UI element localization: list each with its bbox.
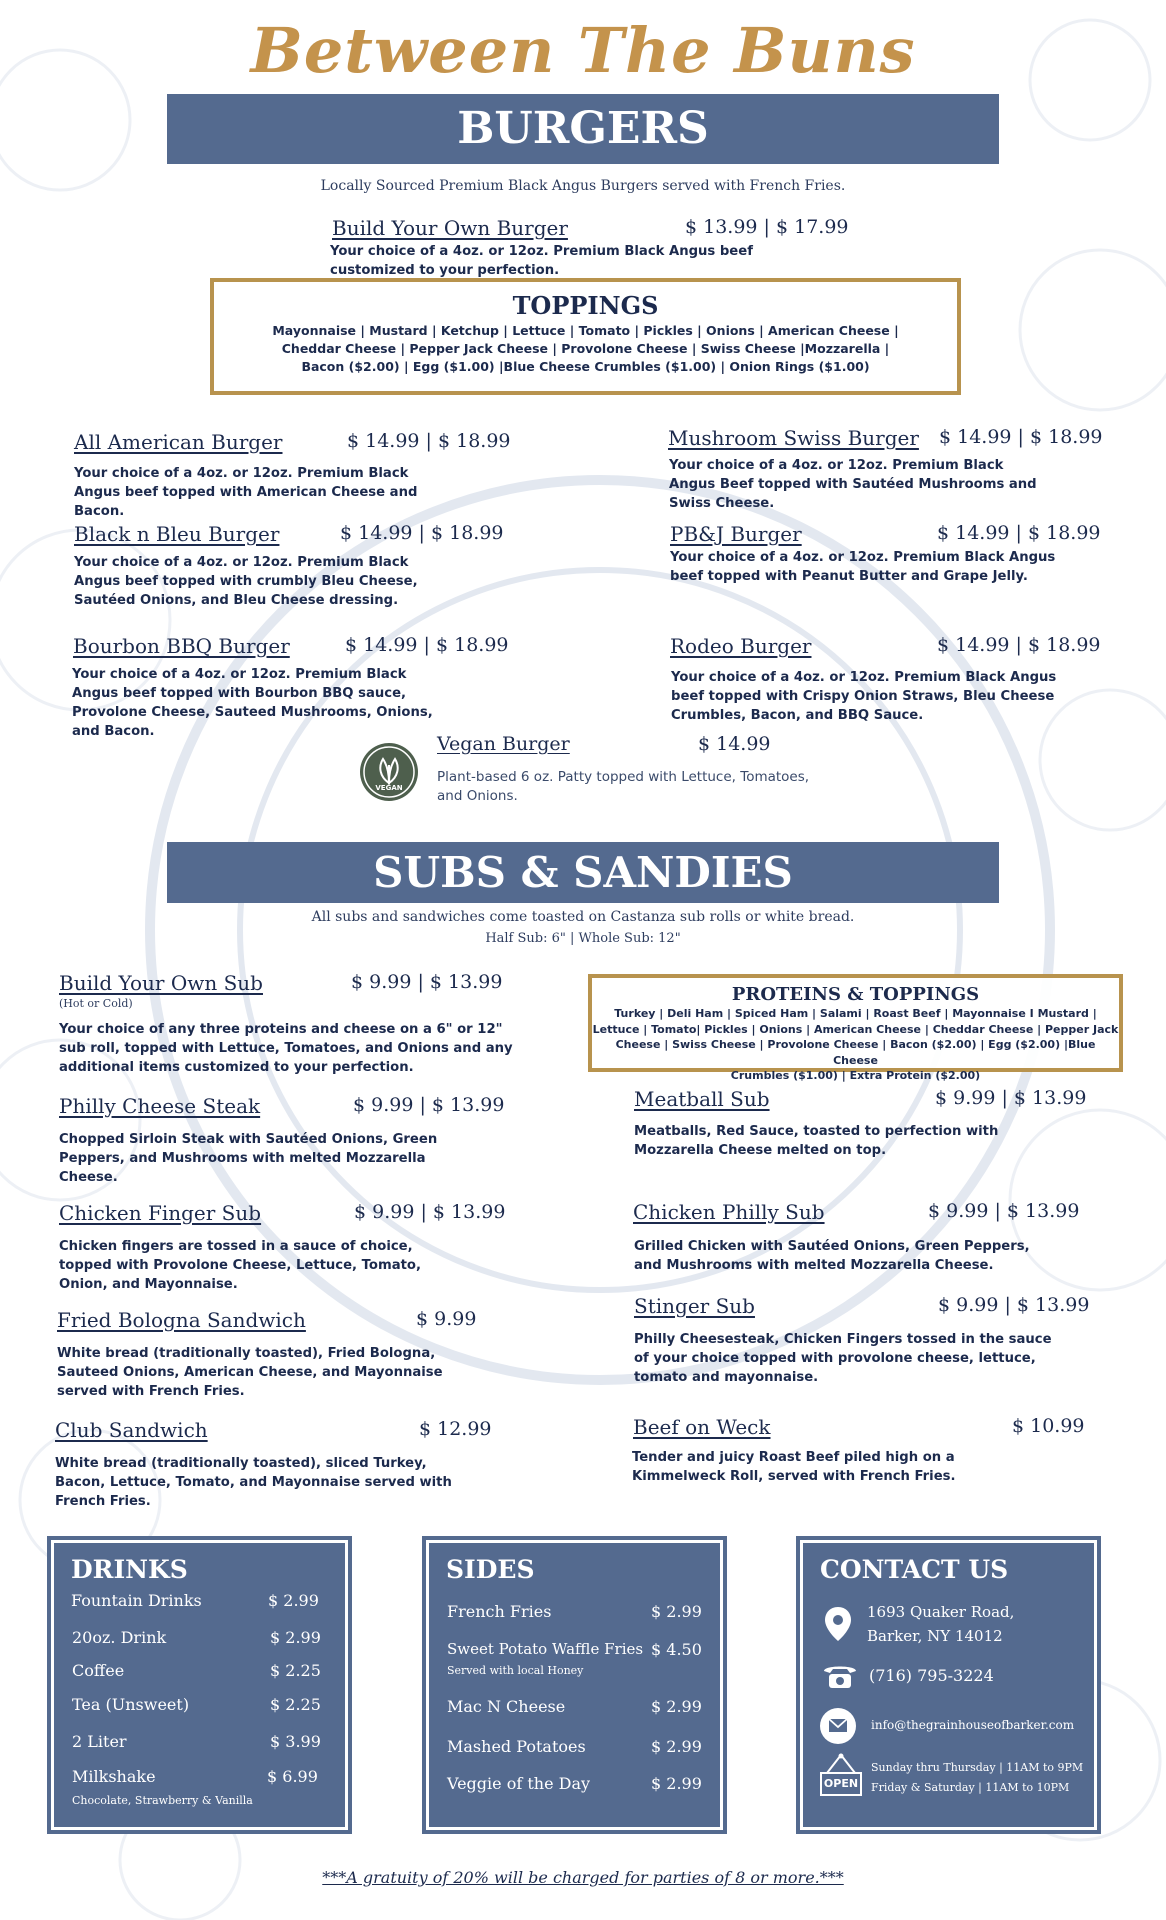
gratuity-note: ***A gratuity of 20% will be charged for parties of 8 or more.*** bbox=[322, 1868, 844, 1887]
toppings-line: Bacon ($2.00) | Egg ($1.00) |Blue Cheese Crumbles ($1.00) | Onion Rings ($1.00) bbox=[301, 359, 870, 374]
item-name-beef-weck: Beef on Weck bbox=[633, 1415, 771, 1439]
item-price-club: $ 12.99 bbox=[419, 1418, 492, 1440]
item-name-pbj: PB&J Burger bbox=[670, 522, 802, 546]
item-name-black-bleu: Black n Bleu Burger bbox=[74, 522, 280, 546]
item-desc-build-sub: Your choice of any three proteins and cheese on a 6" or 12" sub roll, topped with Lettuce, Tomatoes, and Onions and any additional items customized to your perfection. bbox=[59, 1022, 513, 1075]
item-price-stinger: $ 9.99 | $ 13.99 bbox=[938, 1294, 1090, 1316]
contact-phone: (716) 795-3224 bbox=[869, 1666, 994, 1685]
drink-name: 20oz. Drink bbox=[72, 1628, 167, 1647]
item-name-stinger: Stinger Sub bbox=[634, 1294, 755, 1318]
drinks-panel bbox=[51, 1540, 348, 1830]
item-desc-bologna: White bread (traditionally toasted), Fried Bologna, Sauteed Onions, American Cheese, and Mayonnaise served with French Fries. bbox=[57, 1346, 443, 1399]
contact-email: info@thegrainhouseofbarker.com bbox=[871, 1718, 1075, 1732]
vegan-badge bbox=[356, 739, 422, 805]
item-price-beef-weck: $ 10.99 bbox=[1012, 1415, 1085, 1437]
email-icon bbox=[820, 1708, 856, 1744]
item-desc-vegan: Plant-based 6 oz. Patty topped with Lettuce, Tomatoes, and Onions. bbox=[437, 769, 810, 804]
drink-price: $ 6.99 bbox=[267, 1767, 318, 1786]
drink-name: Milkshake bbox=[72, 1767, 156, 1786]
drink-price: $ 3.99 bbox=[270, 1732, 321, 1751]
item-name-all-american: All American Burger bbox=[74, 430, 283, 454]
drink-price: $ 2.25 bbox=[270, 1695, 321, 1714]
drink-name: 2 Liter bbox=[72, 1732, 127, 1751]
open-sign-label: OPEN bbox=[823, 1777, 859, 1790]
item-name-build-burger: Build Your Own Burger bbox=[332, 216, 568, 240]
item-name-bourbon-bbq: Bourbon BBQ Burger bbox=[73, 634, 290, 658]
contact-hours-weekend: Friday & Saturday | 11AM to 10PM bbox=[871, 1781, 1070, 1794]
drinks-title: DRINKS bbox=[71, 1555, 188, 1584]
burgers-title: BURGERS bbox=[457, 103, 709, 154]
toppings-line: Mayonnaise | Mustard | Ketchup | Lettuce | Tomato | Pickles | Onions | American Cheese | bbox=[272, 323, 899, 338]
item-price-bourbon-bbq: $ 14.99 | $ 18.99 bbox=[345, 634, 509, 656]
item-price-mushroom-swiss: $ 14.99 | $ 18.99 bbox=[939, 426, 1103, 448]
item-name-bologna: Fried Bologna Sandwich bbox=[57, 1308, 306, 1332]
burgers-intro: Locally Sourced Premium Black Angus Burgers served with French Fries. bbox=[320, 178, 846, 194]
drink-name: Fountain Drinks bbox=[71, 1591, 202, 1610]
proteins-title: PROTEINS & TOPPINGS bbox=[731, 984, 980, 1005]
brand-title: Between The Buns bbox=[250, 14, 916, 87]
item-price-black-bleu: $ 14.99 | $ 18.99 bbox=[340, 522, 504, 544]
item-price-build-burger: $ 13.99 | $ 17.99 bbox=[685, 216, 849, 238]
contact-address-line2: Barker, NY 14012 bbox=[867, 1627, 1003, 1645]
item-name-build-sub: Build Your Own Sub bbox=[59, 971, 263, 995]
item-desc-beef-weck: Tender and juicy Roast Beef piled high on a Kimmelweck Roll, served with French Fries. bbox=[632, 1450, 956, 1484]
proteins-line: Turkey | Deli Ham | Spiced Ham | Salami | Roast Beef | Mayonnaise I Mustard | bbox=[614, 1007, 1097, 1020]
item-name-rodeo: Rodeo Burger bbox=[670, 634, 812, 658]
subs-banner bbox=[167, 842, 999, 903]
item-desc-chicken-finger: Chicken fingers are tossed in a sauce of choice, topped with Provolone Cheese, Lettuce, Tomato, Onion, and Mayonnaise. bbox=[59, 1239, 421, 1292]
item-name-vegan: Vegan Burger bbox=[437, 733, 570, 755]
side-price: $ 2.99 bbox=[651, 1774, 702, 1793]
item-price-all-american: $ 14.99 | $ 18.99 bbox=[347, 430, 511, 452]
item-name-club: Club Sandwich bbox=[55, 1418, 208, 1442]
item-price-bologna: $ 9.99 bbox=[416, 1308, 477, 1330]
item-desc-mushroom-swiss: Your choice of a 4oz. or 12oz. Premium Black Angus Beef topped with Sautéed Mushrooms and Swiss Cheese. bbox=[669, 458, 1037, 511]
location-pin-icon bbox=[823, 1605, 853, 1643]
milkshake-flavors: Chocolate, Strawberry & Vanilla bbox=[72, 1794, 253, 1807]
drink-name: Coffee bbox=[72, 1661, 125, 1680]
side-price: $ 4.50 bbox=[651, 1640, 702, 1659]
item-price-philly: $ 9.99 | $ 13.99 bbox=[353, 1094, 505, 1116]
contact-address-line1: 1693 Quaker Road, bbox=[867, 1603, 1015, 1621]
side-price: $ 2.99 bbox=[651, 1737, 702, 1756]
side-name: Mashed Potatoes bbox=[447, 1737, 586, 1756]
drink-price: $ 2.25 bbox=[270, 1661, 321, 1680]
sides-panel bbox=[426, 1540, 723, 1830]
item-desc-bourbon-bbq: Your choice of a 4oz. or 12oz. Premium Black Angus beef topped with Bourbon BBQ sauce, Provolone Cheese, Sauteed Mushrooms, Onions, and Bacon. bbox=[72, 667, 433, 739]
item-name-chicken-philly: Chicken Philly Sub bbox=[633, 1200, 825, 1224]
item-desc-build-burger: Your choice of a 4oz. or 12oz. Premium Black Angus beef customized to your perfection. bbox=[330, 244, 753, 278]
proteins-box bbox=[588, 974, 1123, 1082]
vegan-leaf-icon bbox=[356, 739, 422, 805]
item-price-chicken-finger: $ 9.99 | $ 13.99 bbox=[354, 1201, 506, 1223]
waffle-fries-note: Served with local Honey bbox=[447, 1664, 584, 1677]
item-name-philly: Philly Cheese Steak bbox=[59, 1094, 261, 1118]
item-name-meatball: Meatball Sub bbox=[634, 1087, 770, 1111]
subs-intro-sizes: Half Sub: 6" | Whole Sub: 12" bbox=[485, 931, 681, 946]
contact-title: CONTACT US bbox=[820, 1555, 1009, 1584]
side-price: $ 2.99 bbox=[651, 1602, 702, 1621]
item-name-chicken-finger: Chicken Finger Sub bbox=[59, 1201, 262, 1225]
side-name: Sweet Potato Waffle Fries bbox=[447, 1640, 644, 1658]
open-sign-icon bbox=[819, 1753, 863, 1799]
item-desc-all-american: Your choice of a 4oz. or 12oz. Premium Black Angus beef topped with American Cheese and Bacon. bbox=[74, 466, 418, 519]
item-desc-philly: Chopped Sirloin Steak with Sautéed Onions, Green Peppers, and Mushrooms with melted Mozzarella Cheese. bbox=[59, 1132, 438, 1185]
side-name: French Fries bbox=[447, 1602, 552, 1621]
item-name-mushroom-swiss: Mushroom Swiss Burger bbox=[668, 426, 919, 450]
subs-intro-rolls: All subs and sandwiches come toasted on Castanza sub rolls or white bread. bbox=[311, 909, 855, 925]
drink-price: $ 2.99 bbox=[270, 1628, 321, 1647]
burgers-banner bbox=[167, 94, 999, 164]
item-desc-black-bleu: Your choice of a 4oz. or 12oz. Premium Black Angus beef topped with crumbly Bleu Cheese, Sautéed Onions, and Bleu Cheese dressing. bbox=[74, 555, 418, 608]
contact-hours-weekdays: Sunday thru Thursday | 11AM to 9PM bbox=[871, 1761, 1084, 1774]
proteins-line: Cheese | Swiss Cheese | Provolone Cheese | Bacon ($2.00) | Egg ($2.00) |Blue Cheese bbox=[615, 1038, 1096, 1067]
vegan-badge-label: VEGAN bbox=[375, 784, 403, 792]
item-desc-pbj: Your choice of a 4oz. or 12oz. Premium Black Angus beef topped with Peanut Butter and Grape Jelly. bbox=[670, 550, 1056, 584]
phone-icon bbox=[820, 1661, 860, 1691]
side-price: $ 2.99 bbox=[651, 1697, 702, 1716]
item-price-chicken-philly: $ 9.99 | $ 13.99 bbox=[928, 1200, 1080, 1222]
item-price-meatball: $ 9.99 | $ 13.99 bbox=[935, 1087, 1087, 1109]
side-name: Veggie of the Day bbox=[447, 1774, 591, 1793]
item-desc-rodeo: Your choice of a 4oz. or 12oz. Premium Black Angus beef topped with Crispy Onion Straws, Bleu Cheese Crumbles, Bacon, and BBQ Sauce. bbox=[671, 670, 1057, 723]
proteins-line: Crumbles ($1.00) | Extra Protein ($2.00) bbox=[730, 1069, 981, 1082]
proteins-line: Lettuce | Tomato| Pickles | Onions | American Cheese | Cheddar Cheese | Pepper Jack bbox=[592, 1022, 1119, 1036]
side-name: Mac N Cheese bbox=[447, 1697, 566, 1716]
drink-name: Tea (Unsweet) bbox=[72, 1695, 190, 1714]
toppings-line: Cheddar Cheese | Pepper Jack Cheese | Provolone Cheese | Swiss Cheese |Mozzarella | bbox=[281, 341, 890, 356]
subs-title: SUBS & SANDIES bbox=[373, 848, 793, 897]
drink-price: $ 2.99 bbox=[268, 1591, 319, 1610]
item-price-vegan: $ 14.99 bbox=[698, 733, 771, 755]
item-price-pbj: $ 14.99 | $ 18.99 bbox=[937, 522, 1101, 544]
item-note-build-sub: (Hot or Cold) bbox=[59, 997, 133, 1010]
item-desc-chicken-philly: Grilled Chicken with Sautéed Onions, Green Peppers, and Mushrooms with melted Mozzarella Cheese. bbox=[634, 1239, 1030, 1273]
item-desc-meatball: Meatballs, Red Sauce, toasted to perfection with Mozzarella Cheese melted on top. bbox=[634, 1124, 999, 1158]
item-price-build-sub: $ 9.99 | $ 13.99 bbox=[351, 971, 503, 993]
item-desc-club: White bread (traditionally toasted), sliced Turkey, Bacon, Lettuce, Tomato, and Mayonnaise served with French Fries. bbox=[55, 1456, 452, 1509]
toppings-box bbox=[210, 278, 961, 395]
toppings-title: TOPPINGS bbox=[512, 291, 659, 320]
sides-title: SIDES bbox=[446, 1555, 535, 1584]
contact-panel bbox=[800, 1540, 1097, 1830]
item-price-rodeo: $ 14.99 | $ 18.99 bbox=[937, 634, 1101, 656]
item-desc-stinger: Philly Cheesesteak, Chicken Fingers tossed in the sauce of your choice topped with provolone cheese, lettuce, tomato and mayonnaise. bbox=[634, 1332, 1052, 1385]
